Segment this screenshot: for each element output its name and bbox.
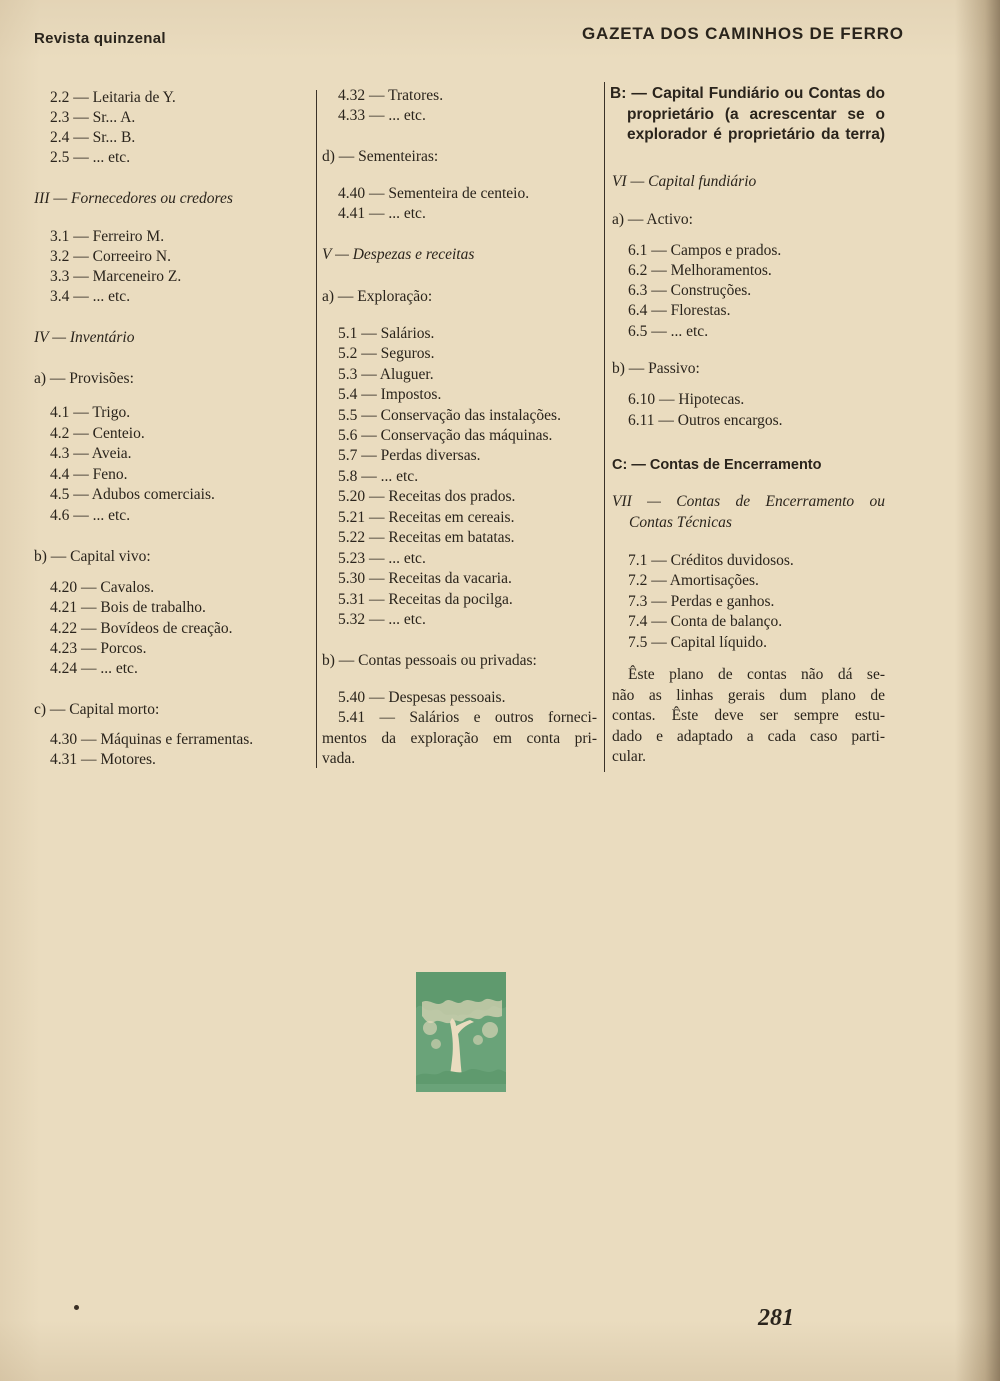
subsection-heading: a) — Provisões: xyxy=(34,370,134,387)
subsection-heading: b) — Contas pessoais ou privadas: xyxy=(322,652,537,669)
line: 3.1 — Ferreiro M. xyxy=(50,228,165,245)
line: 4.33 — ... etc. xyxy=(338,107,426,124)
paragraph-line: Êste plano de contas não dá se- xyxy=(628,666,885,683)
paragraph-line: vada. xyxy=(322,750,356,767)
line: 5.7 — Perdas diversas. xyxy=(338,447,481,464)
line: 6.4 — Florestas. xyxy=(628,302,731,319)
ink-speck xyxy=(74,1305,79,1310)
line: 5.5 — Conservação das instalações. xyxy=(338,407,561,424)
line: 4.21 — Bois de trabalho. xyxy=(50,599,206,616)
line: 6.10 — Hipotecas. xyxy=(628,391,745,408)
line: 2.5 — ... etc. xyxy=(50,149,131,166)
line: 5.23 — ... etc. xyxy=(338,550,426,567)
heading-line: B: — Capital Fundiário ou Contas do xyxy=(610,85,885,102)
line: 5.1 — Salários. xyxy=(338,325,435,342)
line: 4.22 — Bovídeos de creação. xyxy=(50,620,233,637)
paragraph-line: mentos da exploração em conta pri- xyxy=(322,729,597,747)
line: 7.1 — Créditos duvidosos. xyxy=(628,552,794,569)
line: 4.31 — Motores. xyxy=(50,751,156,768)
paragraph-line: 5.41 — Salários e outros forneci- xyxy=(338,709,597,726)
heading-line: VII — Contas de Encerramento ou xyxy=(612,493,885,510)
line: 5.22 — Receitas em batatas. xyxy=(338,529,515,546)
line: 5.21 — Receitas em cereais. xyxy=(338,509,515,526)
line: 5.6 — Conservação das máquinas. xyxy=(338,427,553,444)
section-b-heading xyxy=(610,84,885,146)
line: 6.1 — Campos e prados. xyxy=(628,242,782,259)
line: 5.32 — ... etc. xyxy=(338,611,426,628)
heading-line: Contas Técnicas xyxy=(629,513,732,531)
column-rule-1 xyxy=(316,90,317,768)
tree-ornament-icon xyxy=(416,972,506,1092)
paragraph-line: não as linhas gerais dum plano de xyxy=(612,686,885,704)
section-heading: III — Fornecedores ou credores xyxy=(34,190,233,207)
subsection-heading: a) — Activo: xyxy=(612,211,693,228)
line: 4.23 — Porcos. xyxy=(50,640,147,657)
paragraph-line: cular. xyxy=(612,748,646,765)
section-heading: V — Despezas e receitas xyxy=(322,246,475,263)
line: 4.24 — ... etc. xyxy=(50,660,138,677)
line: 4.32 — Tratores. xyxy=(338,87,444,104)
line: 5.4 — Impostos. xyxy=(338,386,442,403)
line: 3.2 — Correeiro N. xyxy=(50,248,171,265)
line: 4.30 — Máquinas e ferramentas. xyxy=(50,731,254,748)
line: 4.5 — Adubos comerciais. xyxy=(50,486,215,503)
paragraph-line: contas. Êste deve ser sempre estu- xyxy=(612,707,885,724)
line: 6.3 — Construções. xyxy=(628,282,752,299)
line: 4.20 — Cavalos. xyxy=(50,579,155,596)
closing-paragraph xyxy=(612,665,885,768)
paragraph-line: dado e adaptado a cada caso parti- xyxy=(612,727,885,745)
section-c-heading: C: — Contas de Encerramento xyxy=(612,457,822,473)
section-heading xyxy=(612,492,885,533)
line: 4.40 — Sementeira de centeio. xyxy=(338,185,530,202)
line: 5.3 — Aluguer. xyxy=(338,366,434,383)
line: 5.30 — Receitas da vacaria. xyxy=(338,570,512,587)
subsection-heading: b) — Capital vivo: xyxy=(34,548,151,565)
line: 4.4 — Feno. xyxy=(50,466,128,483)
line: 4.6 — ... etc. xyxy=(50,507,131,524)
page-number: 281 xyxy=(758,1305,794,1331)
line: 5.31 — Receitas da pocilga. xyxy=(338,591,513,608)
column-rule-2 xyxy=(604,82,605,772)
line: 7.4 — Conta de balanço. xyxy=(628,613,783,630)
header-right: GAZETA DOS CAMINHOS DE FERRO xyxy=(582,24,904,43)
line: 6.11 — Outros encargos. xyxy=(628,412,783,429)
line: 4.1 — Trigo. xyxy=(50,404,131,421)
line: 2.3 — Sr... A. xyxy=(50,109,136,126)
section-heading: VI — Capital fundiário xyxy=(612,173,757,190)
header-left: Revista quinzenal xyxy=(34,30,166,47)
heading-line: proprietário (a acrescentar se o xyxy=(627,105,885,123)
line: 5.40 — Despesas pessoais. xyxy=(338,689,506,706)
subsection-heading: d) — Sementeiras: xyxy=(322,148,439,165)
line: 7.2 — Amortisações. xyxy=(628,572,759,589)
heading-line: explorador é proprietário da terra) xyxy=(627,126,885,143)
line: 7.5 — Capital líquido. xyxy=(628,634,768,651)
line: 6.2 — Melhoramentos. xyxy=(628,262,772,279)
line: 7.3 — Perdas e ganhos. xyxy=(628,593,775,610)
line: 2.4 — Sr... B. xyxy=(50,129,136,146)
line: 5.2 — Seguros. xyxy=(338,345,435,362)
line: 4.3 — Aveia. xyxy=(50,445,132,462)
line: 3.3 — Marceneiro Z. xyxy=(50,268,182,285)
line: 3.4 — ... etc. xyxy=(50,288,131,305)
line: 4.41 — ... etc. xyxy=(338,205,426,222)
section-heading: IV — Inventário xyxy=(34,329,135,346)
line: 4.2 — Centeio. xyxy=(50,425,145,442)
line: 2.2 — Leitaria de Y. xyxy=(50,89,176,106)
subsection-heading: b) — Passivo: xyxy=(612,360,700,377)
line: 5.8 — ... etc. xyxy=(338,468,419,485)
subsection-heading: a) — Exploração: xyxy=(322,288,433,305)
paragraph-5-41 xyxy=(322,708,597,770)
line: 6.5 — ... etc. xyxy=(628,323,709,340)
line: 5.20 — Receitas dos prados. xyxy=(338,488,516,505)
subsection-heading: c) — Capital morto: xyxy=(34,701,160,718)
